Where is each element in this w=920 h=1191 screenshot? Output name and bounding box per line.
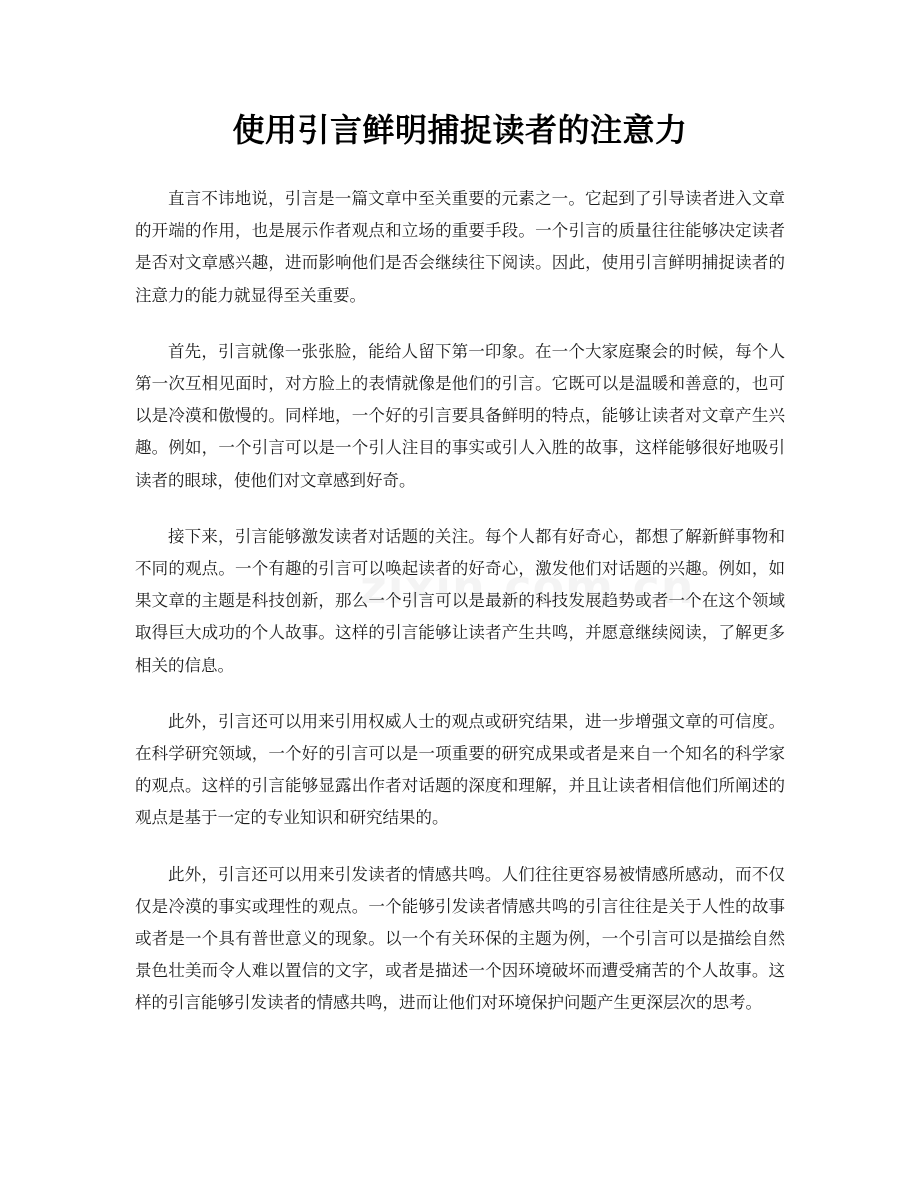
paragraph-4: 此外，引言还可以用来引用权威人士的观点或研究结果，进一步增强文章的可信度。在科学研究领域，一个好的引言可以是一项重要的研究成果或者是来自一个知名的科学家的观点。这样的引言能够显露出作者对话题的深度和理解，并且让读者相信他们所阐述的观点是基于一定的专业知识和研究结果的。 [135, 711, 785, 828]
document-body [135, 183, 785, 1020]
document-title: 使用引言鲜明捕捉读者的注意力 [232, 111, 688, 149]
paragraph-3: 接下来，引言能够激发读者对话题的关注。每个人都有好奇心，都想了解新鲜事物和不同的观点。一个有趣的引言可以唤起读者的好奇心，激发他们对话题的兴趣。例如，如果文章的主题是科技创新，那么一个引言可以是最新的科技发展趋势或者一个在这个领域取得巨大成功的个人故事。这样的引言能够让读者产生共鸣，并愿意继续阅读，了解更多相关的信息。 [135, 526, 785, 675]
paragraph-5: 此外，引言还可以用来引发读者的情感共鸣。人们往往更容易被情感所感动，而不仅仅是冷漠的事实或理性的观点。一个能够引发读者情感共鸣的引言往往是关于人性的故事或者是一个具有普世意义的现象。以一个有关环保的主题为例，一个引言可以是描绘自然景色壮美而令人难以置信的文字，或者是描述一个因环境破坏而遭受痛苦的个人故事。这样的引言能够引发读者的情感共鸣，进而让他们对环境保护问题产生更深层次的思考。 [135, 864, 785, 1013]
paragraph-1: 直言不讳地说，引言是一篇文章中至关重要的元素之一。它起到了引导读者进入文章的开端的作用，也是展示作者观点和立场的重要手段。一个引言的质量往往能够决定读者是否对文章感兴趣，进而影响他们是否会继续往下阅读。因此，使用引言鲜明捕捉读者的注意力的能力就显得至关重要。 [135, 189, 785, 305]
paragraph-2: 首先，引言就像一张张脸，能给人留下第一印象。在一个大家庭聚会的时候，每个人第一次互相见面时，对方脸上的表情就像是他们的引言。它既可以是温暖和善意的，也可以是冷漠和傲慢的。同样地，一个好的引言要具备鲜明的特点，能够让读者对文章产生兴趣。例如，一个引言可以是一个引人注目的事实或引人入胜的故事，这样能够很好地吸引读者的眼球，使他们对文章感到好奇。 [135, 341, 785, 490]
